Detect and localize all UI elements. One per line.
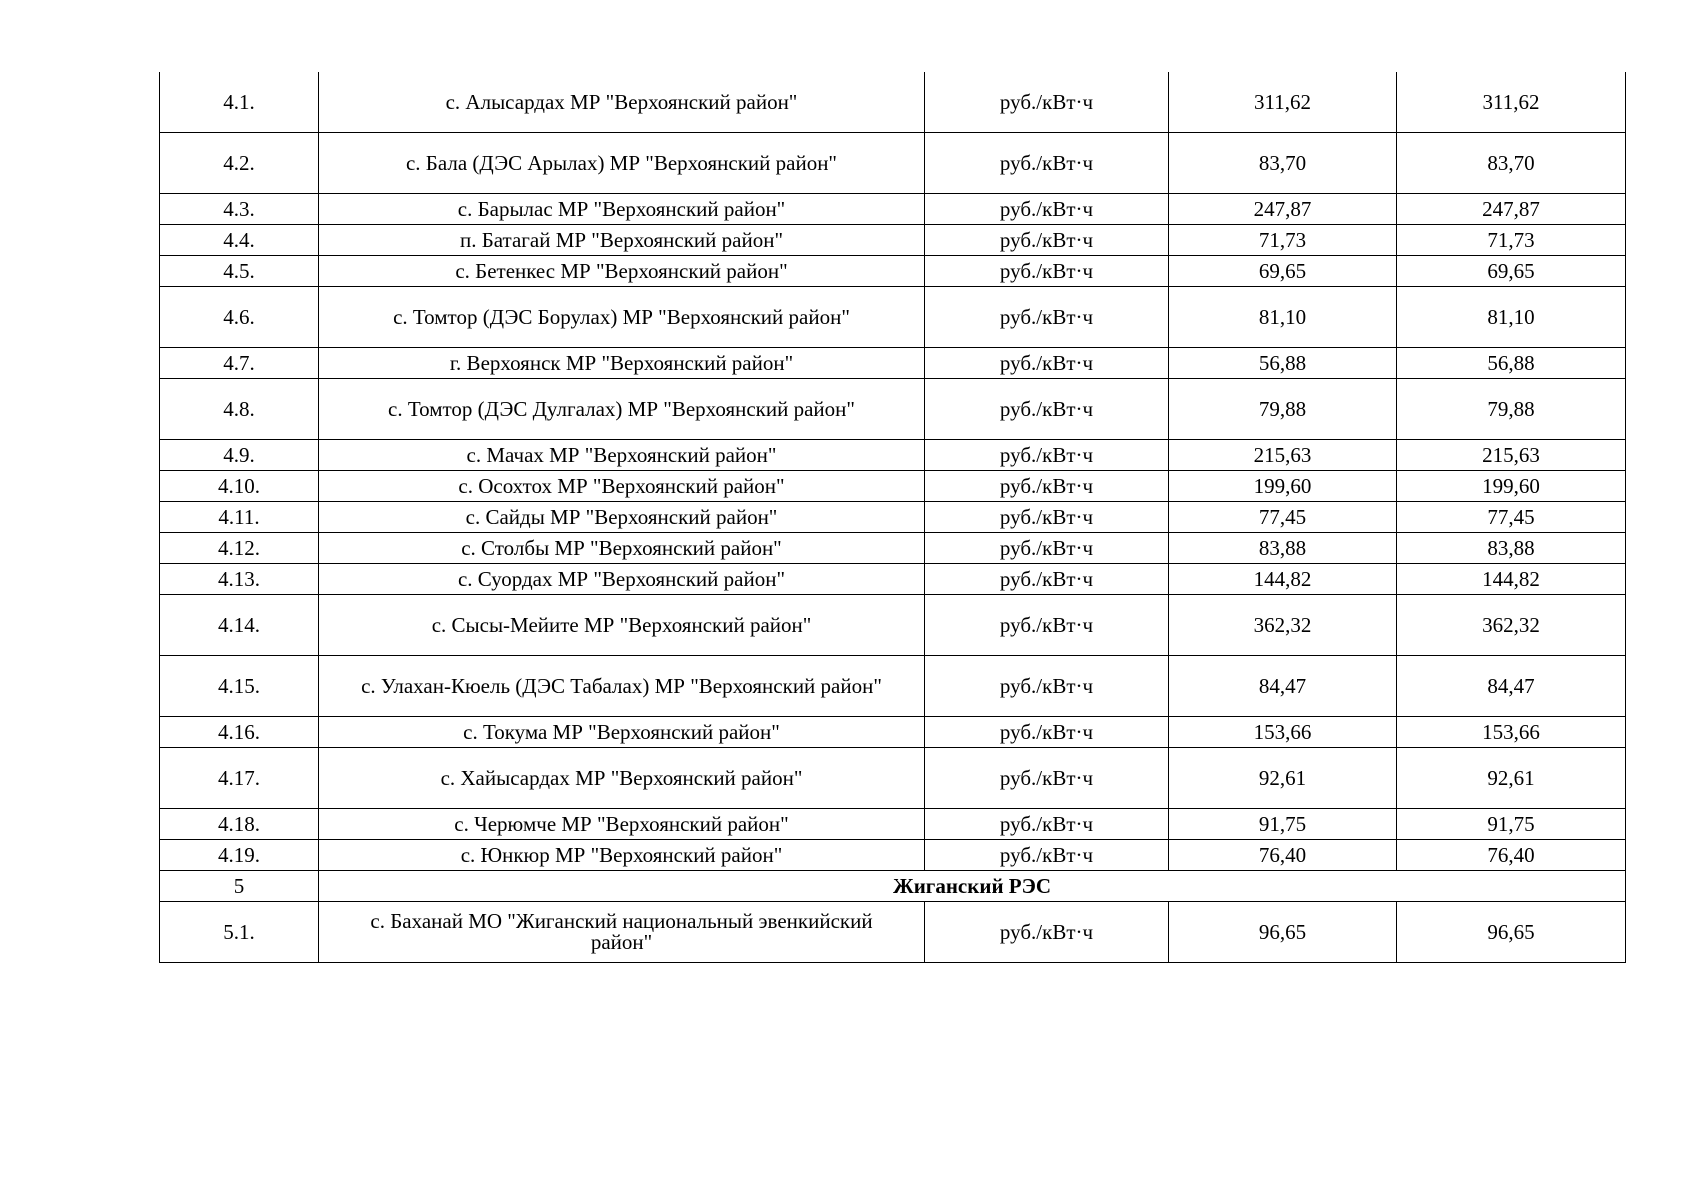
section-number-cell: 5 — [160, 871, 319, 902]
table-row — [160, 379, 1626, 440]
unit-cell: руб./кВт·ч — [925, 348, 1169, 379]
tariff-value-1-cell: 199,60 — [1169, 471, 1397, 502]
settlement-name-line-1: с. Баханай МО "Жиганский национальный эвенкийский — [370, 909, 873, 933]
tariff-value-2-cell: 153,66 — [1397, 717, 1626, 748]
table-row — [160, 225, 1626, 256]
tariff-value-2-cell: 362,32 — [1397, 595, 1626, 656]
table-row — [160, 502, 1626, 533]
table-row — [160, 440, 1626, 471]
tariff-value-2-cell: 247,87 — [1397, 194, 1626, 225]
row-number-cell: 4.9. — [160, 440, 319, 471]
row-number-cell: 5.1. — [160, 902, 319, 963]
table-row — [160, 72, 1626, 133]
unit-cell: руб./кВт·ч — [925, 256, 1169, 287]
unit-cell: руб./кВт·ч — [925, 72, 1169, 133]
unit-cell: руб./кВт·ч — [925, 440, 1169, 471]
table-row — [160, 471, 1626, 502]
row-number-cell: 4.2. — [160, 133, 319, 194]
tariff-value-1-cell: 362,32 — [1169, 595, 1397, 656]
table-row — [160, 595, 1626, 656]
settlement-name-cell: с. Хайысардах МР "Верхоянский район" — [319, 748, 925, 809]
row-number-cell: 4.12. — [160, 533, 319, 564]
tariff-value-1-cell: 77,45 — [1169, 502, 1397, 533]
row-number-cell: 4.13. — [160, 564, 319, 595]
settlement-name-cell: г. Верхоянск МР "Верхоянский район" — [319, 348, 925, 379]
tariff-table-body — [160, 72, 1626, 963]
settlement-name-cell: с. Токума МР "Верхоянский район" — [319, 717, 925, 748]
unit-cell: руб./кВт·ч — [925, 502, 1169, 533]
tariff-value-1-cell: 71,73 — [1169, 225, 1397, 256]
tariff-value-1-cell: 215,63 — [1169, 440, 1397, 471]
table-row — [160, 256, 1626, 287]
table-row — [160, 809, 1626, 840]
unit-cell: руб./кВт·ч — [925, 564, 1169, 595]
tariff-value-1-cell: 247,87 — [1169, 194, 1397, 225]
tariff-value-1-cell: 84,47 — [1169, 656, 1397, 717]
table-row — [160, 656, 1626, 717]
row-number-cell: 4.11. — [160, 502, 319, 533]
row-number-cell: 4.14. — [160, 595, 319, 656]
settlement-name-cell: п. Батагай МР "Верхоянский район" — [319, 225, 925, 256]
row-number-cell: 4.1. — [160, 72, 319, 133]
tariff-value-2-cell: 77,45 — [1397, 502, 1626, 533]
settlement-name-cell: с. Черюмче МР "Верхоянский район" — [319, 809, 925, 840]
settlement-name-cell: с. Столбы МР "Верхоянский район" — [319, 533, 925, 564]
settlement-name-cell: с. Осохтох МР "Верхоянский район" — [319, 471, 925, 502]
tariff-value-2-cell: 83,88 — [1397, 533, 1626, 564]
unit-cell: руб./кВт·ч — [925, 471, 1169, 502]
row-number-cell: 4.16. — [160, 717, 319, 748]
table-row — [160, 194, 1626, 225]
table-row — [160, 287, 1626, 348]
unit-cell: руб./кВт·ч — [925, 225, 1169, 256]
settlement-name-cell: с. Томтор (ДЭС Дулгалах) МР "Верхоянский район" — [319, 379, 925, 440]
table-row — [160, 533, 1626, 564]
unit-cell: руб./кВт·ч — [925, 717, 1169, 748]
tariff-value-2-cell: 311,62 — [1397, 72, 1626, 133]
unit-cell: руб./кВт·ч — [925, 379, 1169, 440]
tariff-value-2-cell: 76,40 — [1397, 840, 1626, 871]
settlement-name-cell: с. Бала (ДЭС Арылах) МР "Верхоянский район" — [319, 133, 925, 194]
tariff-value-2-cell: 71,73 — [1397, 225, 1626, 256]
tariff-table — [159, 72, 1626, 963]
tariff-value-2-cell: 81,10 — [1397, 287, 1626, 348]
unit-cell: руб./кВт·ч — [925, 840, 1169, 871]
settlement-name-cell: с. Суордах МР "Верхоянский район" — [319, 564, 925, 595]
tariff-value-1-cell: 153,66 — [1169, 717, 1397, 748]
tariff-value-2-cell: 83,70 — [1397, 133, 1626, 194]
settlement-name-cell: с. Сайды МР "Верхоянский район" — [319, 502, 925, 533]
tariff-value-1-cell: 56,88 — [1169, 348, 1397, 379]
row-number-cell: 4.10. — [160, 471, 319, 502]
tariff-value-2-cell: 96,65 — [1397, 902, 1626, 963]
settlement-name-cell: с. Томтор (ДЭС Борулах) МР "Верхоянский район" — [319, 287, 925, 348]
tariff-value-2-cell: 199,60 — [1397, 471, 1626, 502]
table-row — [160, 748, 1626, 809]
row-number-cell: 4.15. — [160, 656, 319, 717]
settlement-name-cell: с. Бетенкес МР "Верхоянский район" — [319, 256, 925, 287]
row-number-cell: 4.18. — [160, 809, 319, 840]
tariff-value-1-cell: 311,62 — [1169, 72, 1397, 133]
settlement-name-line-2: район" — [590, 930, 653, 954]
row-number-cell: 4.7. — [160, 348, 319, 379]
row-number-cell: 4.17. — [160, 748, 319, 809]
table-row — [160, 564, 1626, 595]
tariff-value-2-cell: 215,63 — [1397, 440, 1626, 471]
tariff-value-1-cell: 92,61 — [1169, 748, 1397, 809]
settlement-name-cell: с. Алысардах МР "Верхоянский район" — [319, 72, 925, 133]
row-number-cell: 4.19. — [160, 840, 319, 871]
settlement-name-cell: с. Сысы-Мейите МР "Верхоянский район" — [319, 595, 925, 656]
settlement-name-cell: с. Барылас МР "Верхоянский район" — [319, 194, 925, 225]
unit-cell: руб./кВт·ч — [925, 133, 1169, 194]
table-row — [160, 840, 1626, 871]
table-row — [160, 717, 1626, 748]
table-row — [160, 133, 1626, 194]
tariff-value-1-cell: 81,10 — [1169, 287, 1397, 348]
tariff-value-1-cell: 76,40 — [1169, 840, 1397, 871]
row-number-cell: 4.5. — [160, 256, 319, 287]
unit-cell: руб./кВт·ч — [925, 656, 1169, 717]
tariff-value-1-cell: 83,88 — [1169, 533, 1397, 564]
unit-cell: руб./кВт·ч — [925, 595, 1169, 656]
settlement-name-cell — [319, 902, 925, 963]
tariff-value-2-cell: 79,88 — [1397, 379, 1626, 440]
settlement-name-cell: с. Мачах МР "Верхоянский район" — [319, 440, 925, 471]
unit-cell: руб./кВт·ч — [925, 809, 1169, 840]
table-row — [160, 348, 1626, 379]
unit-cell: руб./кВт·ч — [925, 748, 1169, 809]
tariff-value-1-cell: 79,88 — [1169, 379, 1397, 440]
table-row — [160, 902, 1626, 963]
unit-cell: руб./кВт·ч — [925, 902, 1169, 963]
section-row — [160, 871, 1626, 902]
settlement-name-cell: с. Улахан-Кюель (ДЭС Табалах) МР "Верхоянский район" — [319, 656, 925, 717]
unit-cell: руб./кВт·ч — [925, 194, 1169, 225]
tariff-value-1-cell: 83,70 — [1169, 133, 1397, 194]
unit-cell: руб./кВт·ч — [925, 287, 1169, 348]
tariff-value-1-cell: 69,65 — [1169, 256, 1397, 287]
tariff-value-2-cell: 91,75 — [1397, 809, 1626, 840]
tariff-value-2-cell: 92,61 — [1397, 748, 1626, 809]
tariff-value-2-cell: 84,47 — [1397, 656, 1626, 717]
row-number-cell: 4.8. — [160, 379, 319, 440]
section-title-cell: Жиганский РЭС — [319, 871, 1626, 902]
row-number-cell: 4.3. — [160, 194, 319, 225]
settlement-name-cell: с. Юнкюр МР "Верхоянский район" — [319, 840, 925, 871]
tariff-value-1-cell: 144,82 — [1169, 564, 1397, 595]
tariff-value-2-cell: 69,65 — [1397, 256, 1626, 287]
tariff-value-1-cell: 96,65 — [1169, 902, 1397, 963]
tariff-value-2-cell: 144,82 — [1397, 564, 1626, 595]
row-number-cell: 4.4. — [160, 225, 319, 256]
unit-cell: руб./кВт·ч — [925, 533, 1169, 564]
row-number-cell: 4.6. — [160, 287, 319, 348]
tariff-value-2-cell: 56,88 — [1397, 348, 1626, 379]
tariff-value-1-cell: 91,75 — [1169, 809, 1397, 840]
